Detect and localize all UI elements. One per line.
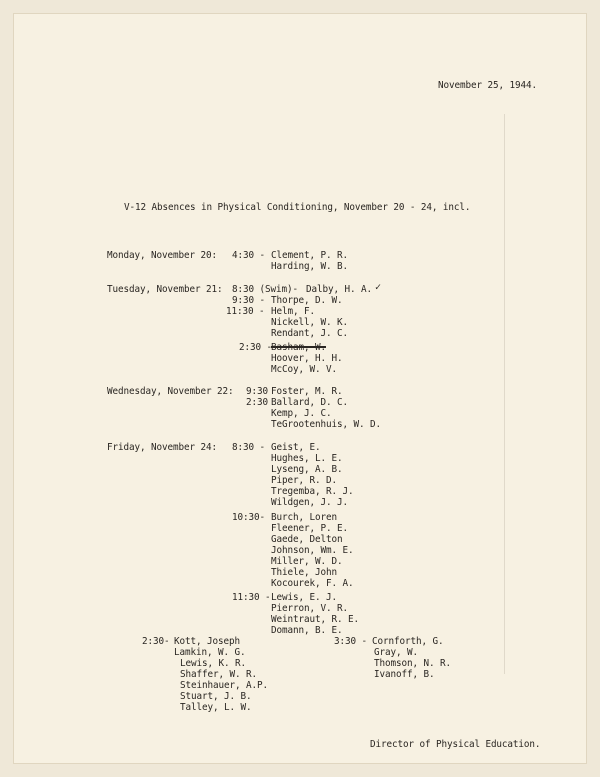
student-name: Thiele, John <box>271 567 337 578</box>
student-name: Stuart, J. B. <box>180 691 252 702</box>
handwritten-check-mark: ✓ <box>375 282 382 293</box>
student-name: Ivanoff, B. <box>374 669 435 680</box>
time-slot: 11:30 - <box>226 306 265 317</box>
time-slot: 9:30 <box>246 386 268 397</box>
student-name: Hoover, H. H. <box>271 353 343 364</box>
student-name: Lewis, K. R. <box>180 658 246 669</box>
signature-line: Director of Physical Education. <box>370 739 541 750</box>
student-name: Steinhauer, A.P. <box>180 680 268 691</box>
student-name: Clement, P. R. <box>271 250 348 261</box>
student-name: Johnson, Wm. E. <box>271 545 354 556</box>
student-name: Kott, Joseph <box>174 636 240 647</box>
day-label-tuesday: Tuesday, November 21: <box>107 284 223 295</box>
document-title: V-12 Absences in Physical Conditioning, November 20 - 24, incl. <box>124 202 471 213</box>
student-name: Shaffer, W. R. <box>180 669 257 680</box>
student-name: Tregemba, R. J. <box>271 486 354 497</box>
student-name: Helm, F. <box>271 306 315 317</box>
student-name: Foster, M. R. <box>271 386 343 397</box>
time-slot: 8:30 - <box>232 442 265 453</box>
student-name: Lamkin, W. G. <box>174 647 246 658</box>
student-name: Thomson, N. R. <box>374 658 451 669</box>
document-page <box>14 14 586 763</box>
day-label-friday: Friday, November 24: <box>107 442 217 453</box>
student-name: Weintraut, R. E. <box>271 614 359 625</box>
student-name: McCoy, W. V. <box>271 364 337 375</box>
student-name: Cornforth, G. <box>372 636 444 647</box>
student-name: Wildgen, J. J. <box>271 497 348 508</box>
student-name: Rendant, J. C. <box>271 328 348 339</box>
student-name: TeGrootenhuis, W. D. <box>271 419 381 430</box>
time-slot: 11:30 - <box>232 592 271 603</box>
student-name: Ballard, D. C. <box>271 397 348 408</box>
time-slot: 9:30 - <box>232 295 265 306</box>
student-name-struck: Basham, W. <box>271 342 326 353</box>
time-slot: 3:30 - <box>334 636 367 647</box>
student-name: Lyseng, A. B. <box>271 464 343 475</box>
time-slot: 4:30 - <box>232 250 265 261</box>
student-name: Harding, W. B. <box>271 261 348 272</box>
student-name: Kocourek, F. A. <box>271 578 354 589</box>
student-name: Geist, E. <box>271 442 321 453</box>
day-label-wednesday: Wednesday, November 22: <box>107 386 234 397</box>
student-name: Gaede, Delton <box>271 534 343 545</box>
time-slot: 2:30 - <box>239 342 272 353</box>
document-date: November 25, 1944. <box>438 80 537 91</box>
student-name: Dalby, H. A. <box>306 284 372 295</box>
student-name: Talley, L. W. <box>180 702 252 713</box>
student-name: Kemp, J. C. <box>271 408 332 419</box>
student-name: Burch, Loren <box>271 512 337 523</box>
time-slot: 8:30 (Swim)- <box>232 284 298 295</box>
student-name: Pierron, V. R. <box>271 603 348 614</box>
day-label-monday: Monday, November 20: <box>107 250 217 261</box>
time-slot: 2:30 <box>246 397 268 408</box>
student-name: Lewis, E. J. <box>271 592 337 603</box>
student-name: Miller, W. D. <box>271 556 343 567</box>
time-slot: 10:30- <box>232 512 265 523</box>
student-name: Fleener, P. E. <box>271 523 348 534</box>
student-name: Nickell, W. K. <box>271 317 348 328</box>
student-name: Thorpe, D. W. <box>271 295 343 306</box>
student-name: Domann, B. E. <box>271 625 343 636</box>
student-name: Gray, W. <box>374 647 418 658</box>
page-fold-line <box>504 114 505 674</box>
student-name: Piper, R. D. <box>271 475 337 486</box>
time-slot: 2:30- <box>142 636 170 647</box>
student-name: Hughes, L. E. <box>271 453 343 464</box>
